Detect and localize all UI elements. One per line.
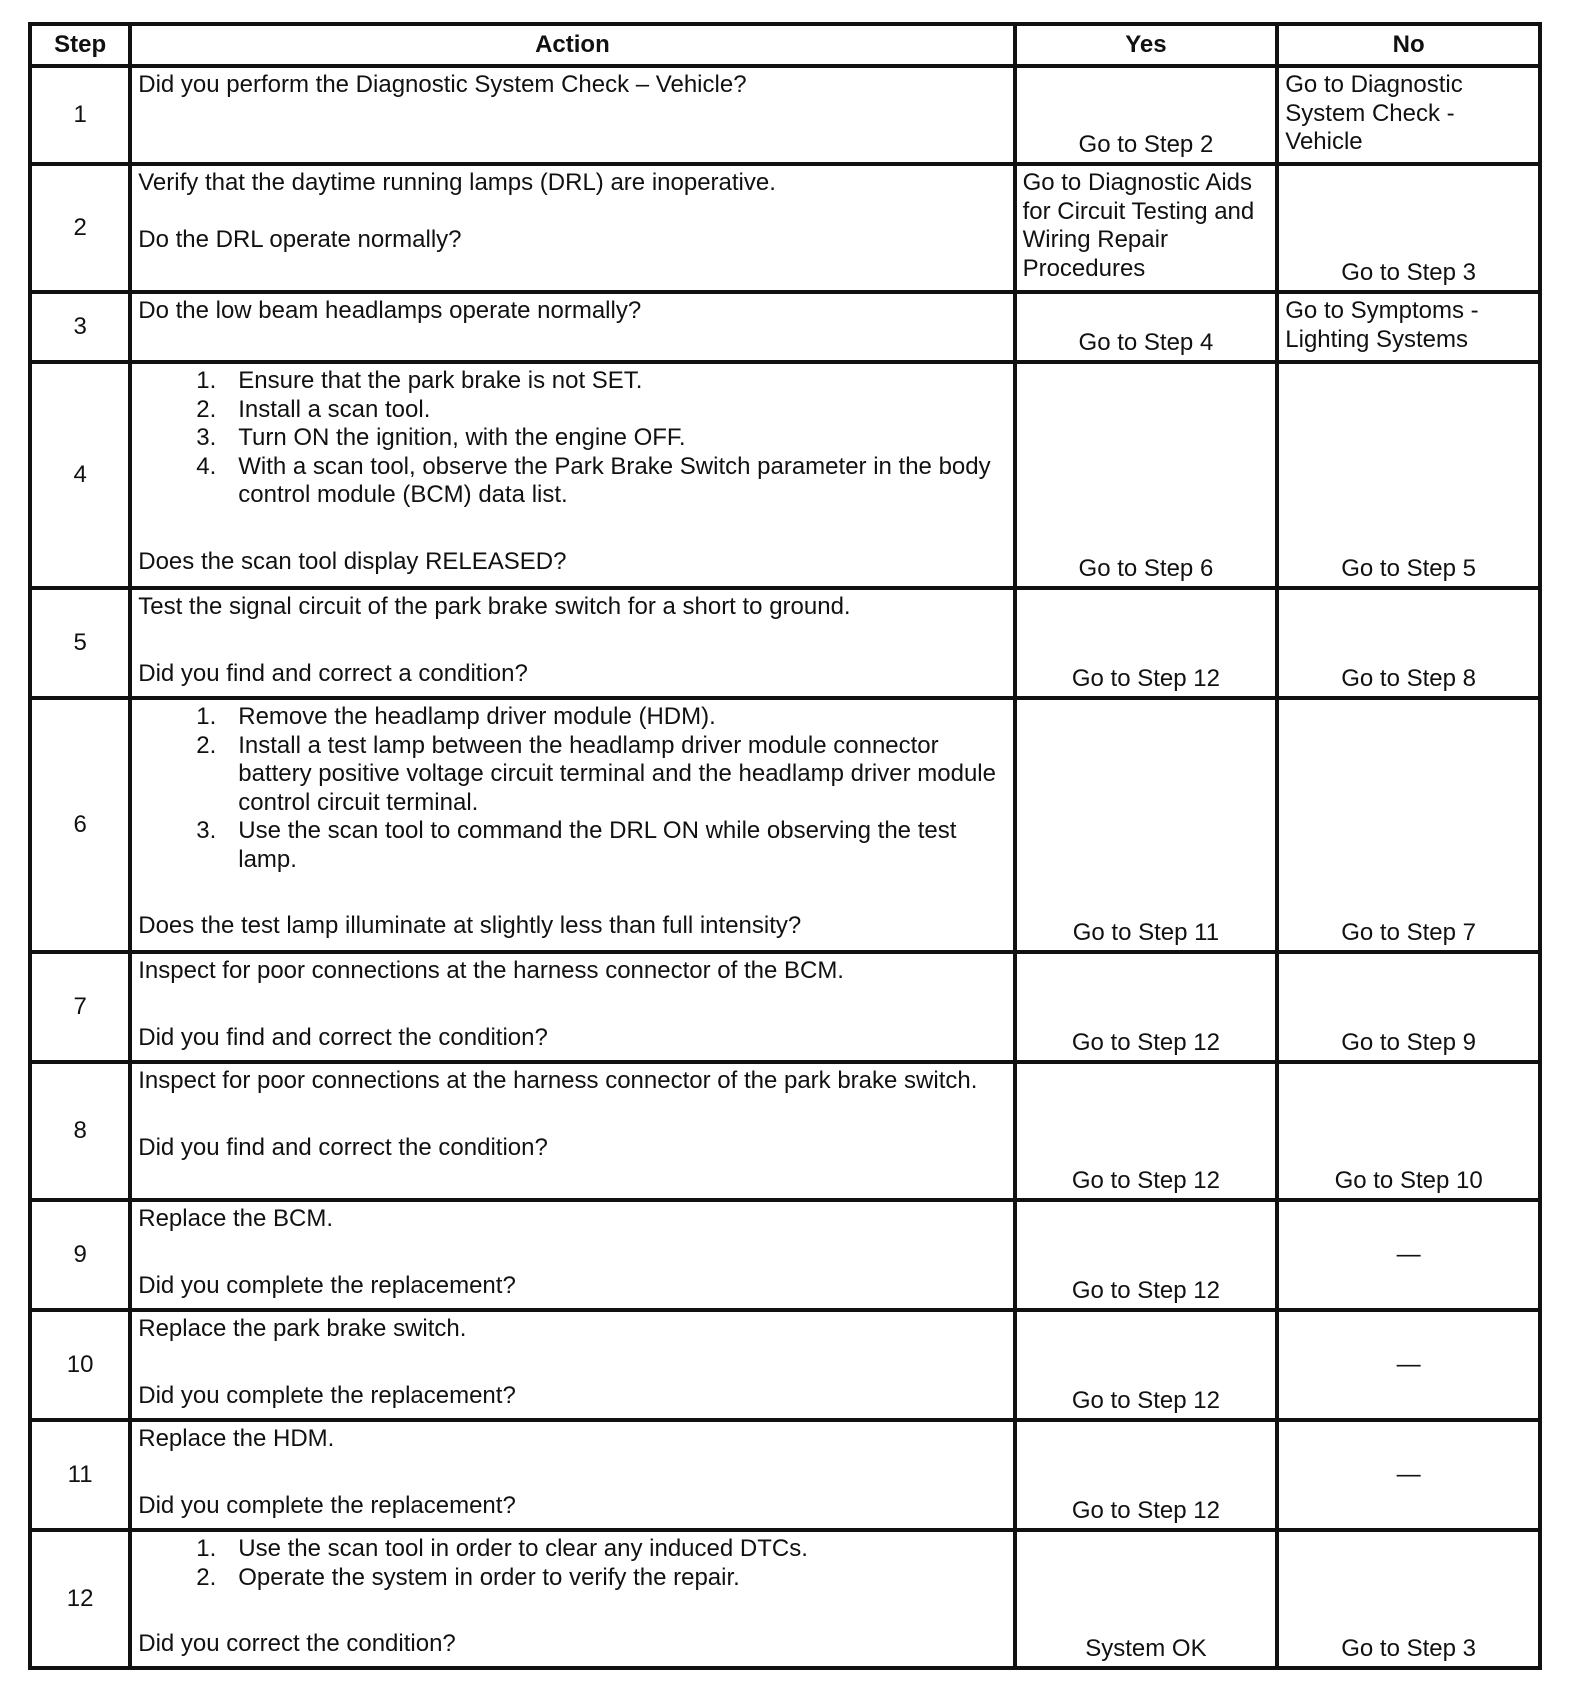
action-cell <box>130 164 1014 292</box>
yes-cell: System OK <box>1015 1530 1278 1668</box>
table-row <box>30 164 1540 292</box>
table-row <box>30 698 1540 952</box>
substep-list <box>138 1535 1006 1592</box>
step-number: 10 <box>30 1310 130 1420</box>
action-cell <box>130 66 1014 164</box>
action-text: Replace the HDM. <box>138 1425 335 1452</box>
no-cell: Go to Symptoms - Lighting Systems <box>1277 292 1540 362</box>
no-cell: — <box>1277 1200 1540 1310</box>
action-cell <box>130 292 1014 362</box>
header-step: Step <box>30 24 130 66</box>
action-cell <box>130 362 1014 588</box>
list-item: 2. Install a scan tool. <box>196 395 431 423</box>
action-question: Did you complete the replacement? <box>138 1271 516 1299</box>
action-cell <box>130 1062 1014 1200</box>
step-number: 3 <box>30 292 130 362</box>
yes-cell: Go to Diagnostic Aids for Circuit Testing and Wiring Repair Procedures <box>1015 164 1278 292</box>
step-number: 1 <box>30 66 130 164</box>
action-text: Inspect for poor connections at the harness connector of the BCM. <box>138 957 844 984</box>
table-row <box>30 1530 1540 1668</box>
no-cell: — <box>1277 1310 1540 1420</box>
action-question: Do the DRL operate normally? <box>138 225 462 253</box>
table-row <box>30 66 1540 164</box>
header-no: No <box>1277 24 1540 66</box>
list-item: 1. Use the scan tool in order to clear any induced DTCs. <box>196 1535 808 1562</box>
action-question: Does the test lamp illuminate at slightly less than full intensity? <box>138 912 802 939</box>
step-number: 6 <box>30 698 130 952</box>
no-cell: Go to Step 3 <box>1277 164 1540 292</box>
yes-cell: Go to Step 6 <box>1015 362 1278 588</box>
list-item: 3. Turn ON the ignition, with the engine OFF. <box>196 424 686 451</box>
table-row <box>30 588 1540 698</box>
list-item: 2. Operate the system in order to verify the repair. <box>196 1563 740 1591</box>
table-row <box>30 292 1540 362</box>
action-cell <box>130 1420 1014 1530</box>
no-cell: — <box>1277 1420 1540 1530</box>
no-cell: Go to Step 5 <box>1277 362 1540 588</box>
action-cell <box>130 588 1014 698</box>
substep-list <box>138 703 1006 874</box>
list-item: 2. Install a test lamp between the headlamp driver module connector battery positive voltage circuit terminal and the headlamp driver module control circuit terminal. <box>196 731 996 816</box>
table-row <box>30 1062 1540 1200</box>
action-text: Do the low beam headlamps operate normally? <box>138 297 642 324</box>
list-item: 1. Ensure that the park brake is not SET. <box>196 367 643 394</box>
no-cell: Go to Step 8 <box>1277 588 1540 698</box>
table-row <box>30 1420 1540 1530</box>
table-row <box>30 1200 1540 1310</box>
action-cell <box>130 1310 1014 1420</box>
step-number: 11 <box>30 1420 130 1530</box>
action-question: Did you find and correct a condition? <box>138 659 528 687</box>
step-number: 8 <box>30 1062 130 1200</box>
action-cell <box>130 1530 1014 1668</box>
diagnostic-table <box>28 22 1542 1670</box>
header-action: Action <box>130 24 1014 66</box>
action-question: Did you correct the condition? <box>138 1630 456 1657</box>
action-question: Did you complete the replacement? <box>138 1491 516 1519</box>
yes-cell: Go to Step 11 <box>1015 698 1278 952</box>
action-question: Does the scan tool display RELEASED? <box>138 547 567 575</box>
action-text: Verify that the daytime running lamps (DRL) are inoperative. <box>138 169 776 196</box>
action-cell <box>130 952 1014 1062</box>
step-number: 9 <box>30 1200 130 1310</box>
no-cell: Go to Step 7 <box>1277 698 1540 952</box>
action-question: Did you complete the replacement? <box>138 1381 516 1409</box>
action-text: Test the signal circuit of the park brake switch for a short to ground. <box>138 593 851 620</box>
header-yes: Yes <box>1015 24 1278 66</box>
table-row <box>30 1310 1540 1420</box>
yes-cell: Go to Step 12 <box>1015 1310 1278 1420</box>
action-text: Replace the BCM. <box>138 1205 334 1232</box>
action-text: Did you perform the Diagnostic System Check – Vehicle? <box>138 71 747 98</box>
yes-cell: Go to Step 12 <box>1015 1420 1278 1530</box>
no-cell: Go to Step 9 <box>1277 952 1540 1062</box>
no-cell: Go to Diagnostic System Check - Vehicle <box>1277 66 1540 164</box>
action-question: Did you find and correct the condition? <box>138 1133 548 1161</box>
list-item: 1. Remove the headlamp driver module (HDM). <box>196 703 716 730</box>
substep-list <box>138 367 1006 510</box>
yes-cell: Go to Step 2 <box>1015 66 1278 164</box>
list-item: 3. Use the scan tool to command the DRL ON while observing the test lamp. <box>196 817 957 873</box>
no-cell: Go to Step 10 <box>1277 1062 1540 1200</box>
yes-cell: Go to Step 12 <box>1015 952 1278 1062</box>
yes-cell: Go to Step 12 <box>1015 1062 1278 1200</box>
table-row <box>30 952 1540 1062</box>
action-text: Replace the park brake switch. <box>138 1315 467 1342</box>
yes-cell: Go to Step 12 <box>1015 1200 1278 1310</box>
no-cell: Go to Step 3 <box>1277 1530 1540 1668</box>
step-number: 12 <box>30 1530 130 1668</box>
table-header-row <box>30 24 1540 66</box>
table-row <box>30 362 1540 588</box>
action-text: Inspect for poor connections at the harness connector of the park brake switch. <box>138 1067 978 1094</box>
yes-cell: Go to Step 4 <box>1015 292 1278 362</box>
step-number: 7 <box>30 952 130 1062</box>
action-cell <box>130 1200 1014 1310</box>
step-number: 5 <box>30 588 130 698</box>
yes-cell: Go to Step 12 <box>1015 588 1278 698</box>
step-number: 2 <box>30 164 130 292</box>
step-number: 4 <box>30 362 130 588</box>
action-question: Did you find and correct the condition? <box>138 1023 548 1051</box>
action-cell <box>130 698 1014 952</box>
list-item: 4. With a scan tool, observe the Park Brake Switch parameter in the body control module (BCM) data list. <box>196 452 991 508</box>
